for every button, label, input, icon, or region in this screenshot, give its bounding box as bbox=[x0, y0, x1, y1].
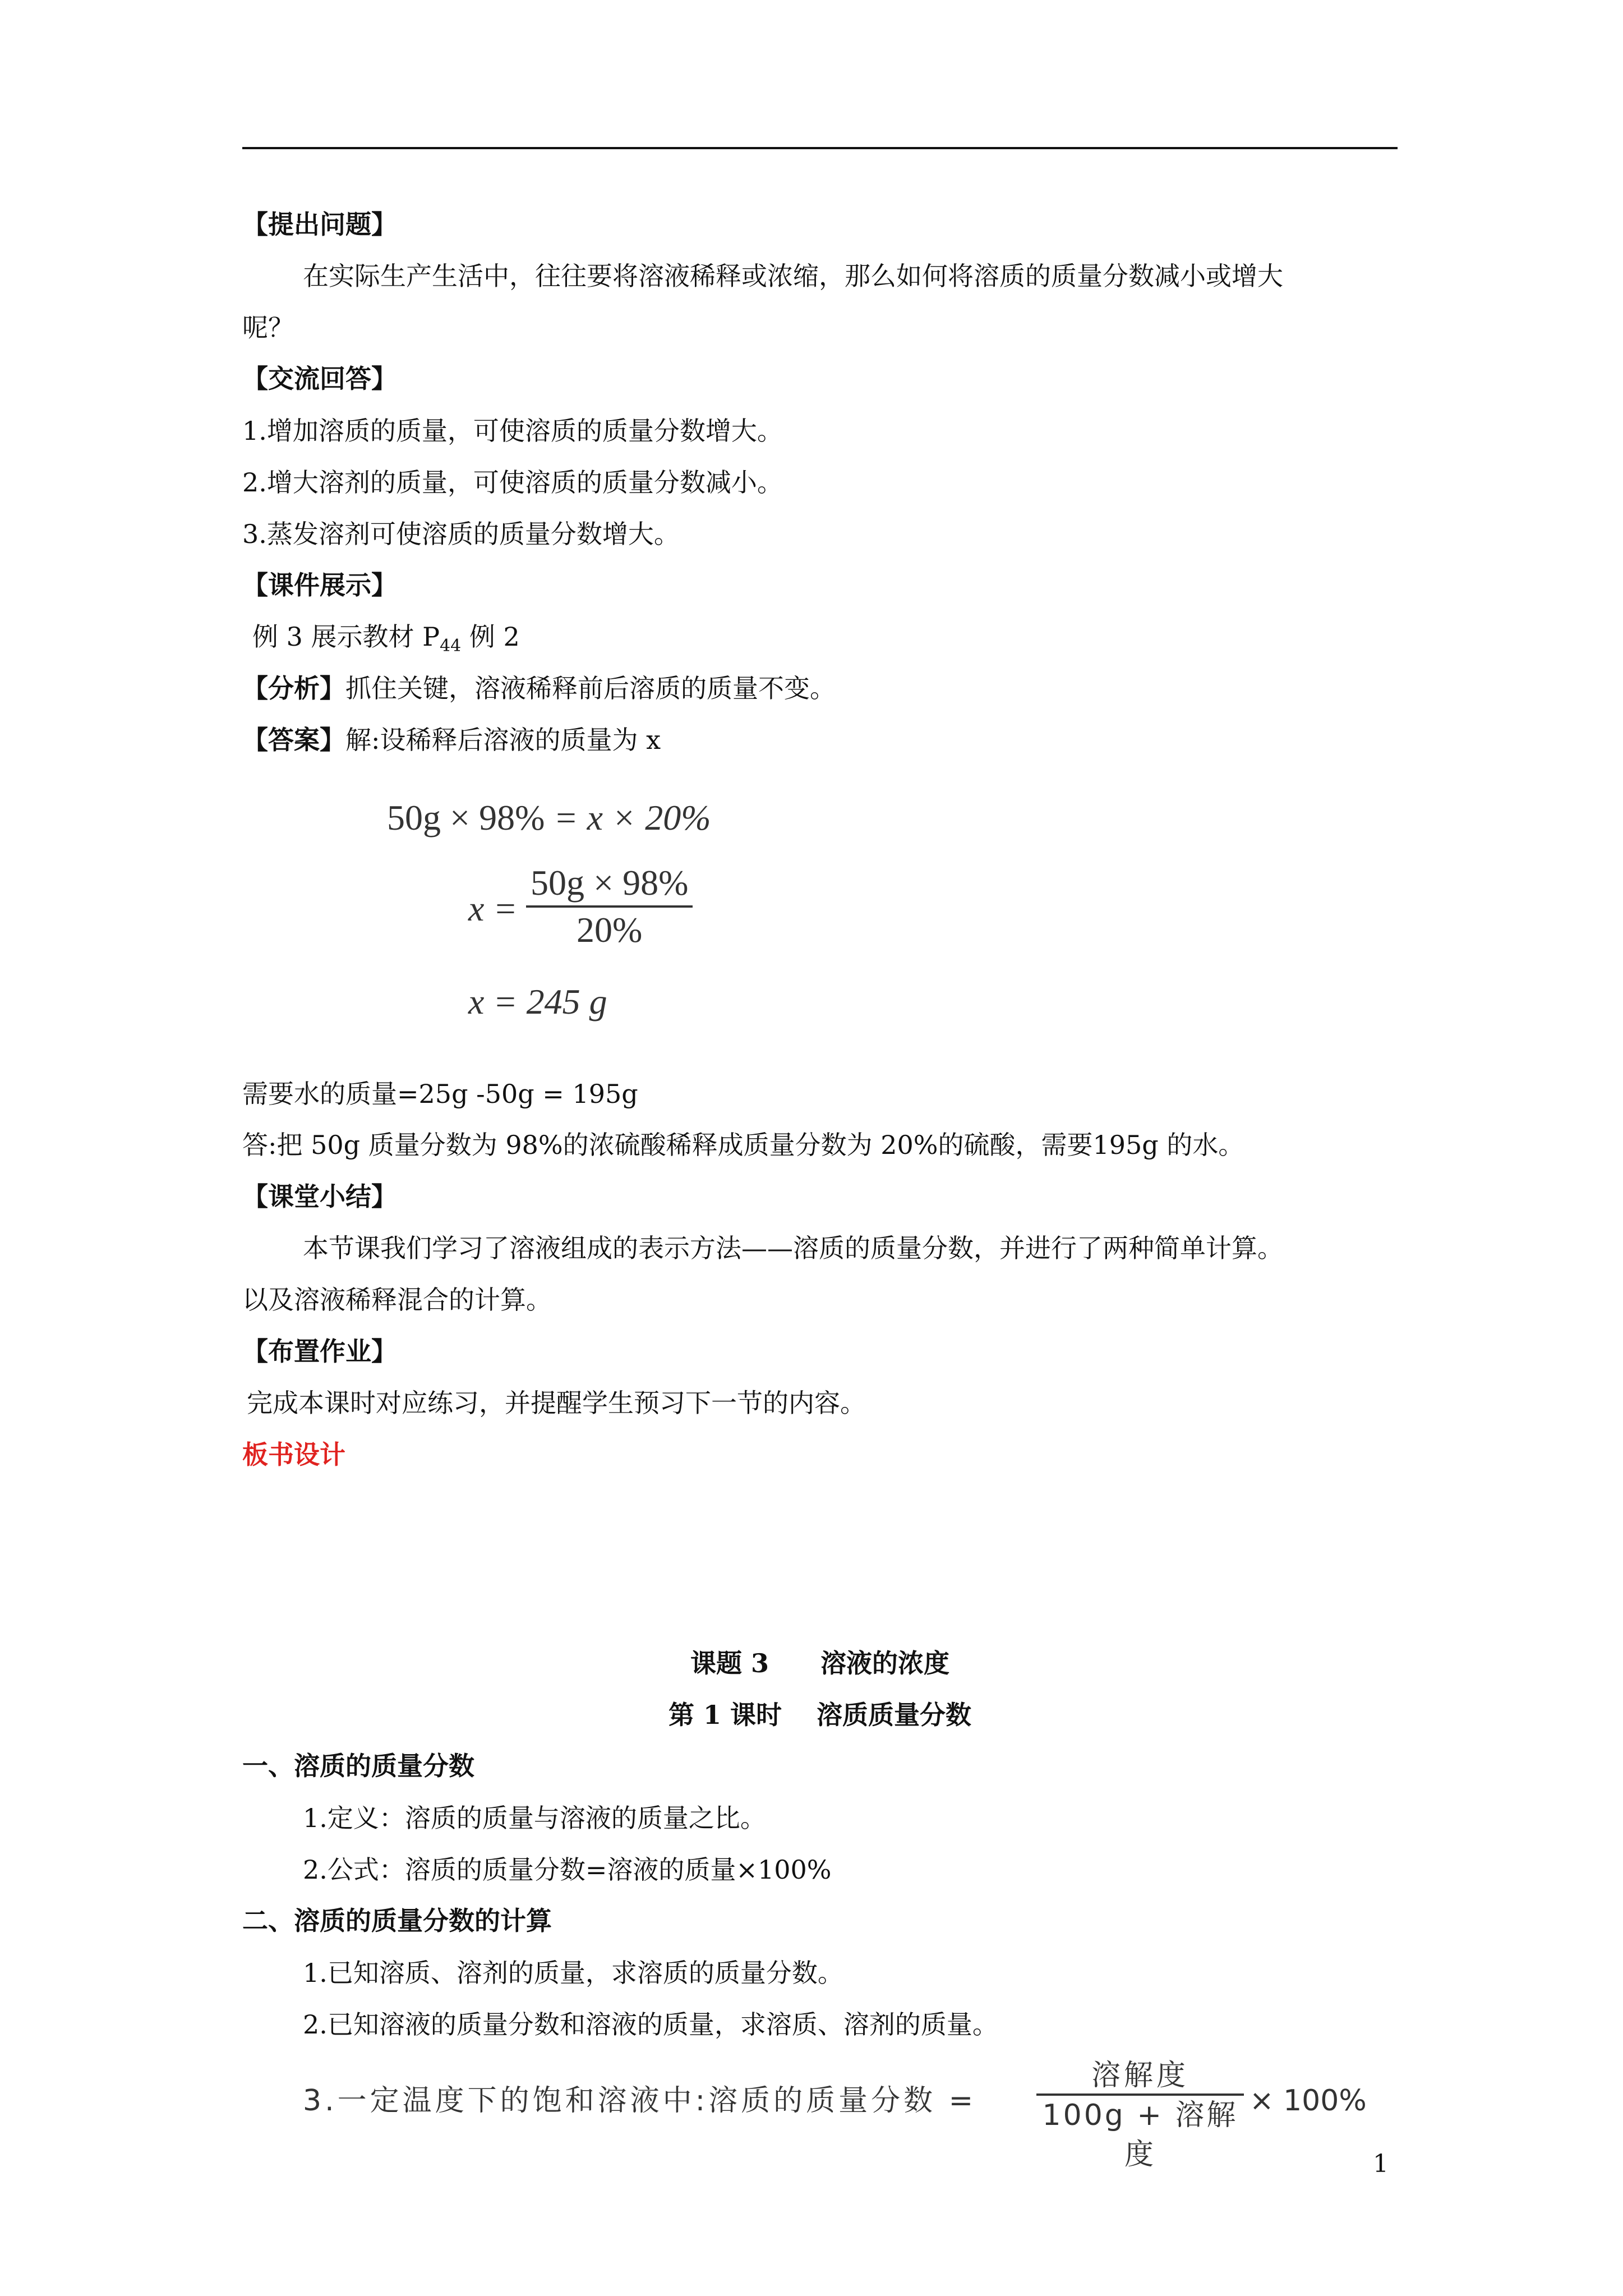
raise-question-text-2: 呢？ bbox=[242, 312, 294, 343]
example-subscript: 44 bbox=[440, 636, 462, 656]
solution-label: 【答案】 bbox=[242, 725, 345, 755]
raise-question-heading: 【提出问题】 bbox=[242, 209, 397, 240]
summary-text-1: 本节课我们学习了溶液组成的表示方法——溶质的质量分数，并进行了两种简单计算。 bbox=[303, 1233, 1283, 1263]
equation-1-left: 50g × 98% bbox=[387, 798, 545, 838]
analysis-line bbox=[242, 671, 836, 705]
page-number: 1 bbox=[1373, 2150, 1389, 2178]
board-section-1-item-2: 2.公式：溶质的质量分数=溶液的质量×100% bbox=[303, 1855, 832, 1885]
solution-text: 解:设稀释后溶液的质量为 x bbox=[345, 725, 661, 755]
board-section-2-heading: 二、溶质的质量分数的计算 bbox=[242, 1906, 552, 1936]
equation-2-denominator: 20% bbox=[577, 910, 643, 950]
formula-3-prefix: 3.一定温度下的饱和溶液中:溶质的质量分数 = bbox=[303, 2084, 977, 2118]
answer-heading: 【交流回答】 bbox=[242, 364, 397, 394]
board-section-1-item-1: 1.定义：溶质的质量与溶液的质量之比。 bbox=[303, 1803, 766, 1833]
example-line bbox=[252, 620, 520, 663]
board-section-2-item-2: 2.已知溶液的质量分数和溶液的质量，求溶质、溶剂的质量。 bbox=[303, 2009, 998, 2040]
raise-question-text-1: 在实际生产生活中，往往要将溶液稀释或浓缩，那么如何将溶质的质量分数减小或增大 bbox=[303, 261, 1283, 291]
equation-1-right: = x × 20% bbox=[554, 798, 711, 838]
answer-item-3: 3.蒸发溶剂可使溶质的质量分数增大。 bbox=[242, 519, 680, 549]
board-title-1: 课题 3 溶液的浓度 bbox=[690, 1648, 950, 1678]
formula-3-fraction bbox=[1036, 2058, 1244, 2174]
formula-3-denominator: 100g + 溶解度 bbox=[1042, 2099, 1238, 2171]
analysis-text: 抓住关键，溶液稀释前后溶质的质量不变。 bbox=[345, 673, 836, 703]
example-suffix: 例 2 bbox=[469, 622, 520, 652]
final-answer-line: 答:把 50g 质量分数为 98%的浓硫酸稀释成质量分数为 20%的硫酸，需要195g 的水。 bbox=[242, 1130, 1244, 1160]
answer-item-2: 2.增大溶剂的质量，可使溶质的质量分数减小。 bbox=[242, 467, 783, 498]
answer-item-1: 1.增加溶质的质量，可使溶质的质量分数增大。 bbox=[242, 416, 783, 446]
homework-text: 完成本课时对应练习，并提醒学生预习下一节的内容。 bbox=[247, 1388, 866, 1418]
equation-2-fraction bbox=[526, 861, 693, 953]
analysis-label: 【分析】 bbox=[242, 673, 345, 703]
equation-3: x = 245 g bbox=[468, 982, 607, 1022]
example-prefix: 例 3 展示教材 P bbox=[252, 622, 440, 652]
board-section-1-heading: 一、溶质的质量分数 bbox=[242, 1751, 474, 1781]
summary-text-2: 以及溶液稀释混合的计算。 bbox=[242, 1285, 552, 1315]
board-design-heading: 板书设计 bbox=[242, 1439, 345, 1470]
homework-heading: 【布置作业】 bbox=[242, 1336, 397, 1366]
header-rule bbox=[242, 147, 1398, 149]
equation-2-lhs: x = bbox=[468, 889, 518, 928]
formula-3-suffix: × 100% bbox=[1249, 2084, 1367, 2118]
equation-1 bbox=[387, 795, 711, 840]
water-mass-line: 需要水的质量=25g -50g = 195g bbox=[242, 1079, 638, 1109]
courseware-heading: 【课件展示】 bbox=[242, 570, 397, 600]
equation-2-numerator: 50g × 98% bbox=[531, 863, 689, 903]
board-section-2-item-1: 1.已知溶质、溶剂的质量，求溶质的质量分数。 bbox=[303, 1958, 843, 1988]
summary-heading: 【课堂小结】 bbox=[242, 1181, 397, 1212]
formula-3-numerator: 溶解度 bbox=[1091, 2059, 1189, 2092]
board-title-2: 第 1 课时 溶质质量分数 bbox=[668, 1700, 972, 1730]
solution-line bbox=[242, 723, 661, 757]
